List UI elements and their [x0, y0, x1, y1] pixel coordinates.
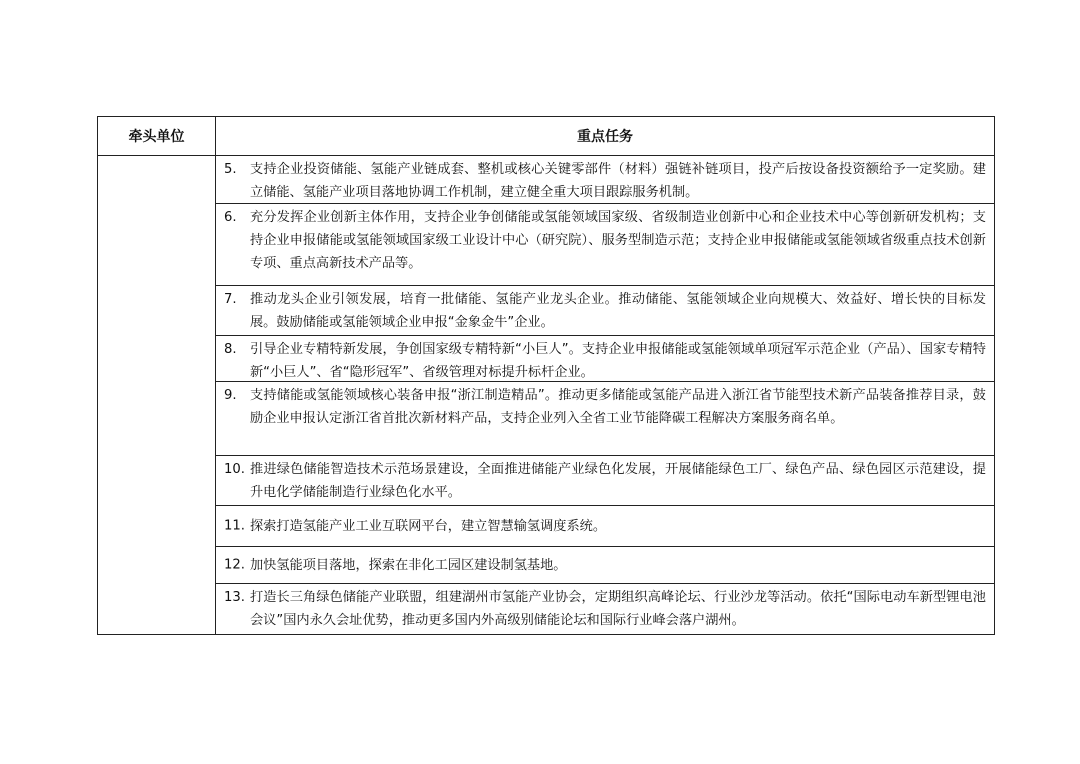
table-header-row	[98, 117, 995, 156]
task-text: 加快氢能项目落地，探索在非化工园区建设制氢基地。	[250, 557, 567, 573]
task-number: 8.	[224, 342, 237, 357]
task-item	[216, 584, 994, 634]
task-number: 10.	[224, 462, 245, 477]
task-number: 13.	[224, 590, 245, 605]
task-number: 6.	[224, 210, 237, 225]
task-text: 打造长三角绿色储能产业联盟，组建湖州市氢能产业协会，定期组织高峰论坛、行业沙龙等活动。依托“国际电动车新型锂电池会议”国内永久会址优势，推动更多国内外高级别储能论坛和国际行业峰会落户湖州。	[250, 590, 986, 628]
task-number: 7.	[224, 292, 237, 307]
task-item	[216, 204, 994, 286]
task-item	[216, 547, 994, 584]
tasks-cell	[216, 156, 995, 635]
lead-unit-cell	[98, 156, 216, 635]
task-number: 5.	[224, 162, 237, 177]
task-item	[216, 336, 994, 382]
table-body-row	[98, 156, 995, 635]
task-item	[216, 286, 994, 336]
header-lead-unit: 牵头单位	[98, 117, 216, 156]
task-table	[97, 116, 995, 635]
task-number: 9.	[224, 388, 237, 403]
task-text: 支持企业投资储能、氢能产业链成套、整机或核心关键零部件（材料）强链补链项目，投产后按设备投资额给予一定奖励。建立储能、氢能产业项目落地协调工作机制，建立健全重大项目跟踪服务机制。	[250, 162, 986, 200]
header-key-tasks: 重点任务	[216, 117, 995, 156]
task-item	[216, 156, 994, 204]
task-text: 支持储能或氢能领域核心装备申报“浙江制造精品”。推动更多储能或氢能产品进入浙江省节能型技术新产品装备推荐目录，鼓励企业申报认定浙江省首批次新材料产品，支持企业列入全省工业节能降碳工程解决方案服务商名单。	[250, 388, 986, 426]
task-text: 推进绿色储能智造技术示范场景建设，全面推进储能产业绿色化发展，开展储能绿色工厂、绿色产品、绿色园区示范建设，提升电化学储能制造行业绿色化水平。	[250, 462, 986, 500]
task-item	[216, 382, 994, 456]
task-text: 引导企业专精特新发展，争创国家级专精特新“小巨人”。支持企业申报储能或氢能领域单项冠军示范企业（产品）、国家专精特新“小巨人”、省“隐形冠军”、省级管理对标提升标杆企业。	[250, 342, 986, 380]
task-text: 探索打造氢能产业工业互联网平台，建立智慧输氢调度系统。	[250, 518, 607, 534]
task-item	[216, 456, 994, 506]
task-item	[216, 506, 994, 547]
task-number: 11.	[224, 518, 245, 534]
task-text: 充分发挥企业创新主体作用，支持企业争创储能或氢能领域国家级、省级制造业创新中心和企业技术中心等创新研发机构；支持企业申报储能或氢能领域国家级工业设计中心（研究院）、服务型制造示范；支持企业申报储能或氢能领域省级重点技术创新专项、重点高新技术产品等。	[250, 210, 986, 271]
task-number: 12.	[224, 557, 245, 573]
task-text: 推动龙头企业引领发展，培育一批储能、氢能产业龙头企业。推动储能、氢能领域企业向规模大、效益好、增长快的目标发展。鼓励储能或氢能领域企业申报“金象金牛”企业。	[250, 292, 986, 330]
